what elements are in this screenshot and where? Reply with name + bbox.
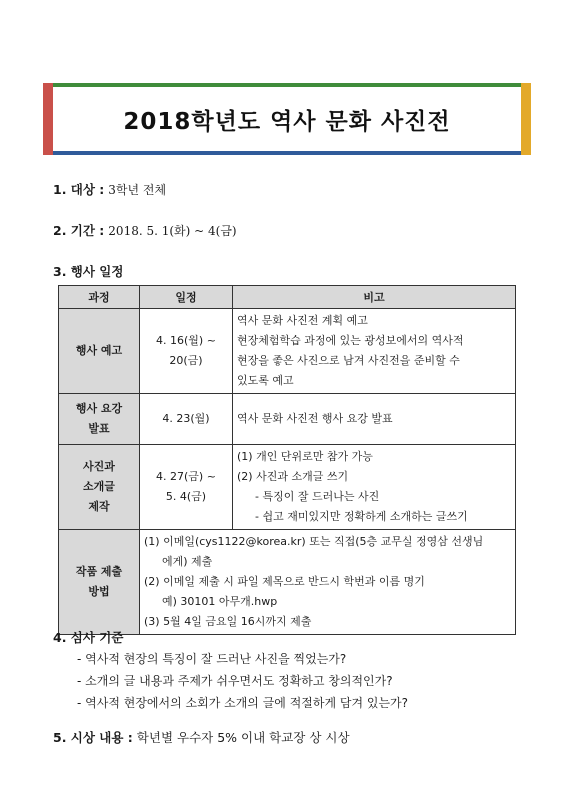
header-category: 과정	[59, 286, 140, 309]
row-date: 4. 27(금) ~ 5. 4(금)	[140, 445, 233, 530]
row-notes: (1) 이메일(cys1122@korea.kr) 또는 직접(5층 교무실 정영삼 선생님 에게) 제출 (2) 이메일 제출 시 파일 제목으로 반드시 학번과 이름 명기 예) 30101 아무개.hwp (3) 5월 4일 금요일 16시까지 제출	[140, 530, 516, 635]
header-notes: 비고	[233, 286, 516, 309]
period-line	[53, 221, 237, 239]
row-category: 행사 요강 발표	[59, 394, 140, 445]
period-label: 2. 기간 :	[53, 223, 105, 238]
award-label: 5. 시상 내용 :	[53, 730, 133, 745]
schedule-table	[58, 285, 516, 635]
row-category: 행사 예고	[59, 309, 140, 394]
target-label: 1. 대상 :	[53, 182, 105, 197]
title-border-right	[521, 83, 531, 155]
criteria-heading: 4. 심사 기준	[53, 630, 124, 645]
row-date: 4. 16(월) ~ 20(금)	[140, 309, 233, 394]
row-notes: (1) 개인 단위로만 참가 가능 (2) 사진과 소개글 쓰기 - 특징이 잘 드러나는 사진 - 쉽고 재미있지만 정확하게 소개하는 글쓰기	[233, 445, 516, 530]
row-notes: 역사 문화 사진전 계획 예고 현장체험학습 과정에 있는 광성보에서의 역사적 현장을 좋은 사진으로 남겨 사진전을 준비할 수 있도록 예고	[233, 309, 516, 394]
table-header-row	[59, 286, 516, 309]
page-title: 2018학년도 역사 문화 사진전	[123, 108, 451, 135]
title-border-left	[43, 83, 53, 155]
award-value: 학년별 우수자 5% 이내 학교장 상 시상	[136, 730, 350, 745]
header-date: 일정	[140, 286, 233, 309]
criteria-item: - 소개의 글 내용과 주제가 쉬우면서도 정확하고 창의적인가?	[77, 674, 393, 688]
criteria-item: - 역사적 현장에서의 소회가 소개의 글에 적절하게 담겨 있는가?	[77, 696, 409, 710]
table-row	[59, 394, 516, 445]
award-line	[53, 728, 350, 746]
row-category: 사진과 소개글 제작	[59, 445, 140, 530]
target-line	[53, 180, 166, 198]
title-border-bottom	[53, 151, 521, 155]
table-row	[59, 530, 516, 635]
row-date: 4. 23(월)	[140, 394, 233, 445]
criteria-item: - 역사적 현장의 특징이 잘 드러난 사진을 찍었는가?	[77, 652, 347, 666]
table-row	[59, 445, 516, 530]
title-banner	[43, 83, 531, 155]
row-category: 작품 제출 방법	[59, 530, 140, 635]
period-value: 2018. 5. 1(화) ~ 4(금)	[108, 224, 237, 238]
row-notes: 역사 문화 사진전 행사 요강 발표	[233, 394, 516, 445]
target-value: 3학년 전체	[108, 183, 167, 197]
table-row	[59, 309, 516, 394]
schedule-heading: 3. 행사 일정	[53, 264, 124, 279]
